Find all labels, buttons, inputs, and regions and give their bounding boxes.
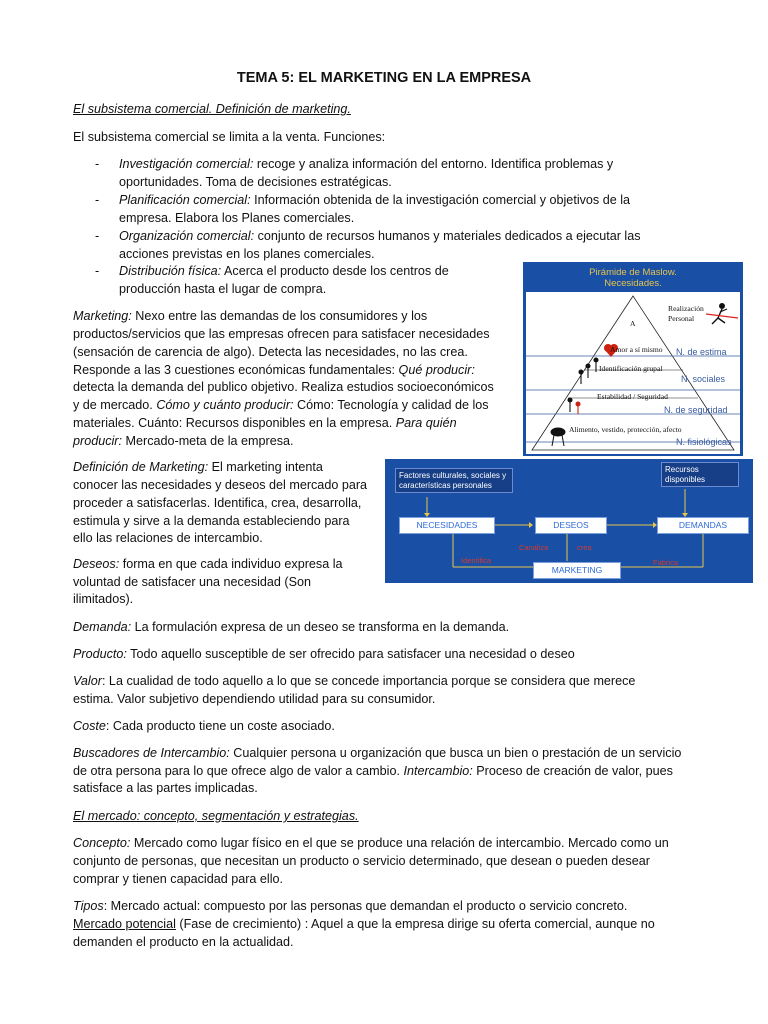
node-marketing: MARKETING — [533, 562, 621, 579]
section-heading-mercado: El mercado: concepto, segmentación y estrategias. — [73, 809, 359, 823]
care-figures-icon — [568, 398, 580, 414]
list-item: Planificación comercial: Información obtenida de la investigación comercial y objetivos de la — [119, 193, 631, 207]
node-demandas: DEMANDAS — [657, 517, 749, 534]
demanda-paragraph: Demanda: La formulación expresa de un deseo se transforma en la demanda. — [73, 620, 510, 634]
level-estima: N. de estima — [676, 347, 727, 357]
level-seguridad: N. de seguridad — [664, 405, 728, 415]
label-fabrica: Fabrica — [653, 558, 679, 567]
pyramid-subtitle: Necesidades. — [604, 278, 662, 289]
maslow-pyramid-figure — [523, 262, 743, 456]
label-identificacion: Identificación grupal — [599, 364, 663, 373]
label-amor: Amor a sí mismo — [610, 345, 663, 354]
list-item-cont: producción hasta el lugar de compra. — [119, 282, 327, 296]
group-figures-icon — [579, 358, 598, 384]
pyramid-title: Pirámide de Maslow. — [589, 267, 677, 278]
bullet-dash: - — [95, 264, 100, 278]
bullet-dash: - — [95, 193, 100, 207]
page-title: TEMA 5: EL MARKETING EN LA EMPRESA — [236, 70, 532, 86]
box-factores: Factores culturales, sociales y características personales — [395, 468, 513, 493]
bullet-dash: - — [95, 229, 100, 243]
label-identifica: Identifica — [461, 556, 492, 565]
box-recursos: Recursos disponibles — [661, 462, 739, 487]
label-canaliza: Canaliza — [519, 543, 549, 552]
producto-paragraph: Producto: Todo aquello susceptible de ser ofrecido para satisfacer una necesidad o deseo — [73, 647, 575, 661]
list-item-cont: oportunidades. Toma de decisiones estratégicas. — [119, 175, 392, 189]
intro-text: El subsistema comercial se limita a la venta. Funciones: — [73, 130, 386, 144]
label-alimento: Alimento, vestido, protección, afecto — [569, 425, 682, 434]
grill-figure-icon — [551, 428, 565, 446]
section-heading-subsistema: El subsistema comercial. Definición de marketing. — [73, 102, 351, 116]
list-item: Organización comercial: conjunto de recursos humanos y materiales dedicados a ejecutar las — [119, 229, 641, 243]
label-realizacion: Realización — [668, 304, 704, 313]
list-item: Investigación comercial: recoge y analiza información del entorno. Identifica problemas y — [119, 157, 614, 171]
pyramid-letter: A — [630, 319, 636, 328]
node-deseos: DESEOS — [535, 517, 607, 534]
label-personal: Personal — [668, 314, 695, 323]
coste-paragraph: Coste: Cada producto tiene un coste asociado. — [73, 719, 335, 733]
list-item-cont: acciones previstas en los planes comerciales. — [119, 247, 375, 261]
label-estabilidad: Estabilidad / Seguridad — [597, 392, 668, 401]
level-sociales: N. sociales — [681, 374, 726, 384]
level-fisiologicas: N. fisiológicas — [676, 437, 732, 447]
label-crea: crea — [577, 543, 592, 552]
marketing-flow-diagram — [385, 459, 753, 583]
list-item: Distribución física: Acerca el producto desde los centros de — [119, 264, 449, 278]
bullet-dash: - — [95, 157, 100, 171]
runner-figure-icon — [706, 304, 738, 325]
list-item-cont: empresa. Elabora los Planes comerciales. — [119, 211, 355, 225]
node-necesidades: NECESIDADES — [399, 517, 495, 534]
